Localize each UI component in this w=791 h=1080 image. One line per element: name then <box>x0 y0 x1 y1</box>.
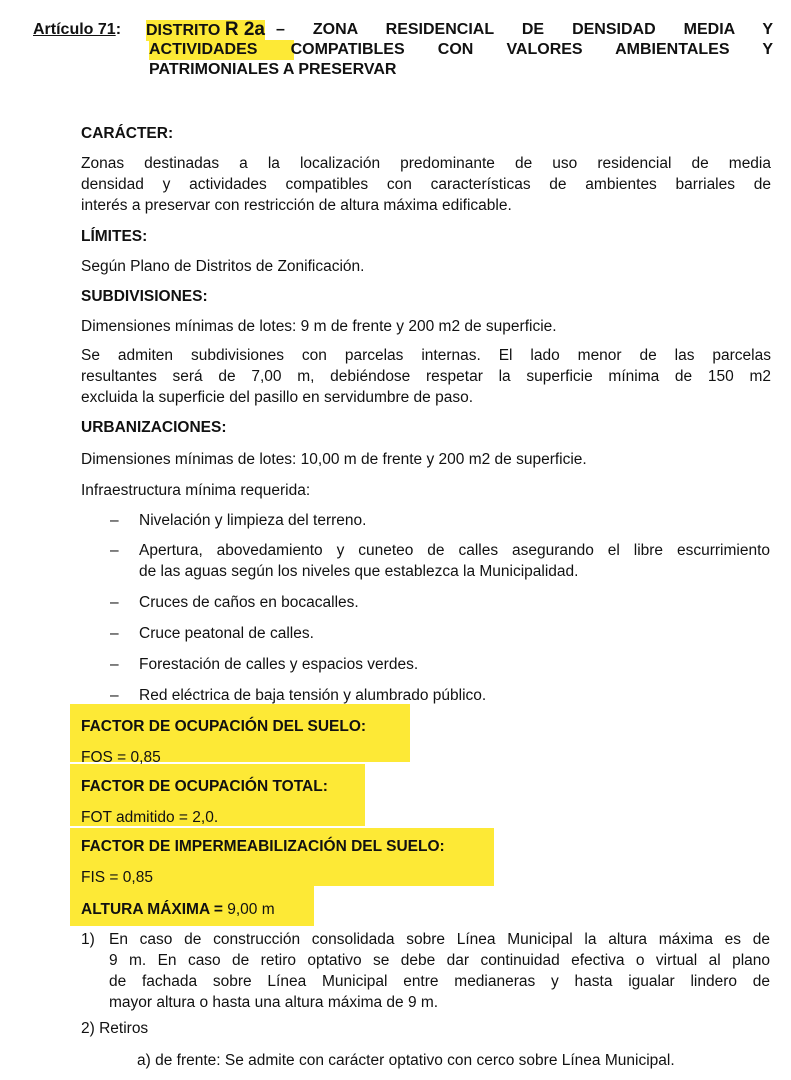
subdivisiones-heading: SUBDIVISIONES: <box>81 288 208 305</box>
header-line-3: PATRIMONIALES A PRESERVAR <box>149 61 397 78</box>
article-header <box>33 20 773 80</box>
altura-heading <box>81 900 771 920</box>
altura-item-1-number: 1) <box>81 931 95 948</box>
fos-value: FOS = 0,85 <box>81 749 161 766</box>
caracter-line-1: Zonas destinadas a la localización predominante de uso residencial de media <box>81 155 771 172</box>
retiros-heading: 2) Retiros <box>81 1020 149 1037</box>
fot-heading-text: FACTOR DE OCUPACIÓN TOTAL <box>81 778 323 795</box>
article-label-colon: : <box>115 21 122 38</box>
altura-item-1-line-1: En caso de construcción consolidada sobre Línea Municipal la altura máxima es de <box>109 931 770 948</box>
list-item-text-line-1: Apertura, abovedamiento y cuneteo de calles asegurando el libre escurrimiento <box>139 542 770 559</box>
list-item-text: Forestación de calles y espacios verdes. <box>139 656 419 673</box>
dash-bullet: – <box>110 512 119 529</box>
list-item-text-line-2: de las aguas según los niveles que establezca la Municipalidad. <box>139 563 579 580</box>
fis-value: FIS = 0,85 <box>81 869 153 886</box>
urbanizaciones-p1: Dimensiones mínimas de lotes: 10,00 m de frente y 200 m2 de superficie. <box>81 451 587 468</box>
article-label: Artículo 71 <box>33 21 116 38</box>
dash-bullet: – <box>110 656 119 673</box>
subdivisiones-p1: Dimensiones mínimas de lotes: 9 m de frente y 200 m2 de superficie. <box>81 318 557 335</box>
caracter-line-3: interés a preservar con restricción de altura máxima edificable. <box>81 197 512 214</box>
dash-bullet: – <box>110 594 119 611</box>
altura-value: 9,00 m <box>227 901 275 918</box>
list-item-text: Red eléctrica de baja tensión y alumbrado público. <box>139 687 487 704</box>
dash-bullet: – <box>110 625 119 642</box>
limites-text: Según Plano de Distritos de Zonificación. <box>81 258 365 275</box>
altura-heading-text: ALTURA MÁXIMA = <box>81 901 228 918</box>
fot-heading-colon: : <box>322 778 328 795</box>
subdivisiones-p2-line-3: excluida la superficie del pasillo en servidumbre de paso. <box>81 389 474 406</box>
header-line-1 <box>33 20 773 40</box>
fot-value: FOT admitido = 2,0. <box>81 809 219 826</box>
subdivisiones-p2-line-2: resultantes será de 7,00 m, debiéndose respetar la superficie mínima de 150 m2 <box>81 368 771 385</box>
list-item-text: Cruces de caños en bocacalles. <box>139 594 359 611</box>
urbanizaciones-heading: URBANIZACIONES: <box>81 419 227 436</box>
fot-heading <box>81 777 771 797</box>
district-code: R 2a <box>224 19 265 40</box>
limites-heading: LÍMITES: <box>81 228 148 245</box>
caracter-line-2: densidad y actividades compatibles con características de ambientes barriales de <box>81 176 771 193</box>
altura-item-1-line-2: 9 m. En caso de retiro optativo se debe dar continuidad efectiva o virtual al plano <box>109 952 770 969</box>
list-item-text: Cruce peatonal de calles. <box>139 625 314 642</box>
dash-bullet: – <box>110 542 119 559</box>
header-line-1-rest: – ZONA RESIDENCIAL DE DENSIDAD MEDIA Y <box>276 21 773 38</box>
header-line-2 <box>149 40 773 60</box>
fos-heading-text: FACTOR DE OCUPACIÓN DEL SUELO <box>81 718 361 735</box>
fis-heading-text: FACTOR DE IMPERMEABILIZACIÓN DEL SUELO <box>81 838 440 855</box>
subdivisiones-p2-line-1: Se admiten subdivisiones con parcelas internas. El lado menor de las parcelas <box>81 347 771 364</box>
retiros-item-a: a) de frente: Se admite con carácter optativo con cerco sobre Línea Municipal. <box>137 1052 675 1069</box>
district-word: DISTRITO <box>146 22 221 39</box>
list-item-text: Nivelación y limpieza del terreno. <box>139 512 367 529</box>
district-highlight <box>146 20 265 41</box>
urbanizaciones-p2: Infraestructura mínima requerida: <box>81 482 311 499</box>
header-line-2-text: ACTIVIDADES COMPATIBLES CON VALORES AMBIENTALES Y <box>149 41 773 58</box>
fos-heading <box>81 717 771 737</box>
altura-item-1-line-4: mayor altura o hasta una altura máxima de 9 m. <box>109 994 439 1011</box>
dash-bullet: – <box>110 687 119 704</box>
altura-item-1-line-3: de fachada sobre Línea Municipal entre medianeras y hasta igualar lindero de <box>109 973 770 990</box>
fos-heading-colon: : <box>360 718 367 735</box>
fis-heading <box>81 837 771 857</box>
caracter-heading: CARÁCTER: <box>81 125 174 142</box>
fis-heading-colon: : <box>439 838 445 855</box>
